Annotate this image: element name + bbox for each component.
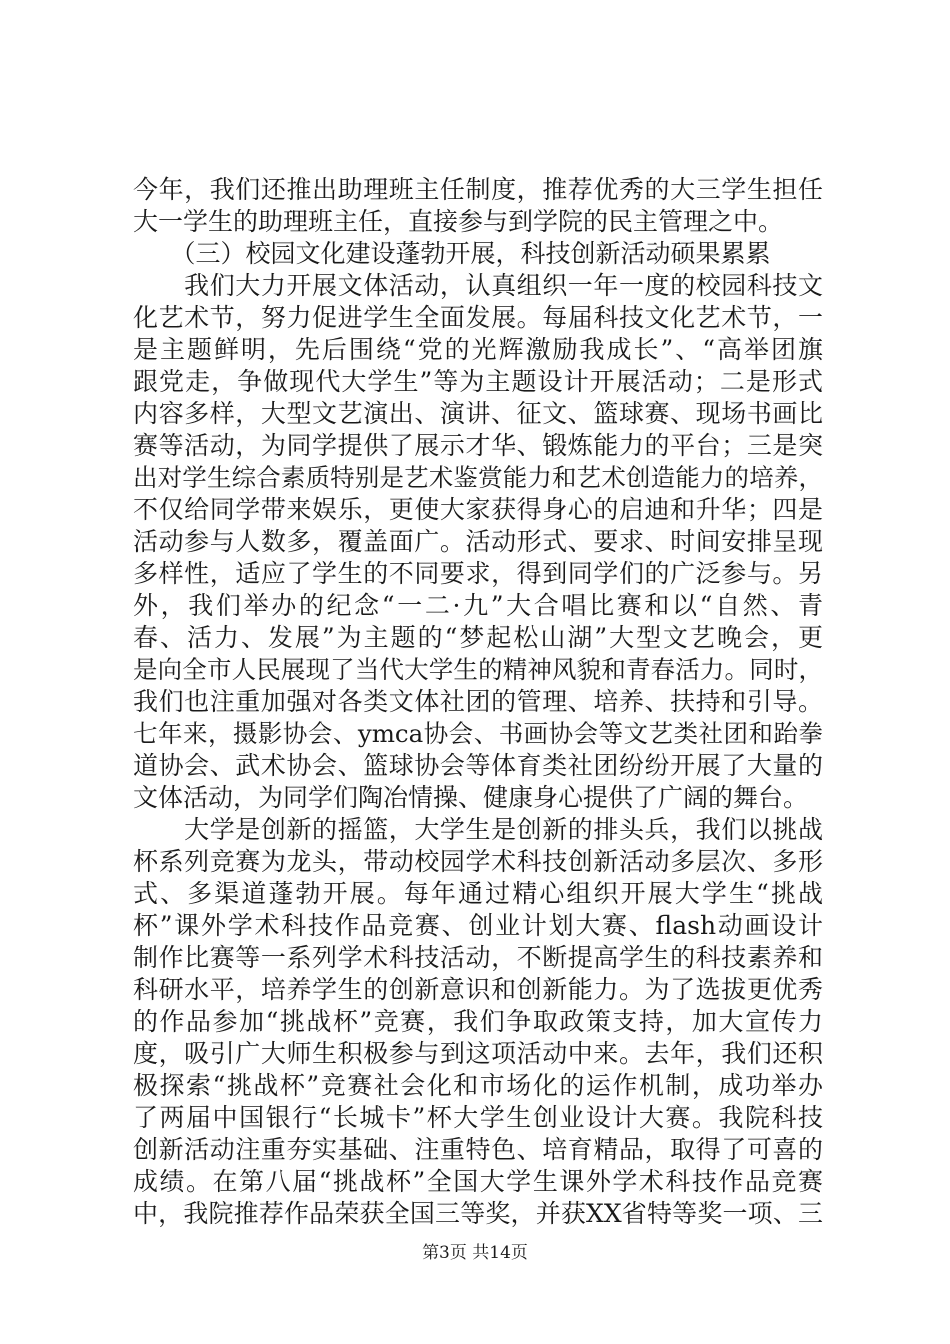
text-line: 不仅给同学带来娱乐，更使大家获得身心的启迪和升华；四是 [133, 495, 823, 524]
text-line: 制作比赛等一系列学术科技活动，不断提高学生的科技素养和 [133, 943, 823, 972]
text-line: 中，我院推荐作品荣获全国三等奖，并获XX省特等奖一项、三 [133, 1199, 823, 1228]
text-line: （三）校园文化建设蓬勃开展，科技创新活动硕果累累 [133, 239, 771, 268]
document-body [133, 174, 823, 1230]
text-line: 内容多样，大型文艺演出、演讲、征文、篮球赛、现场书画比 [133, 399, 823, 428]
text-line: 活动参与人数多，覆盖面广。活动形式、要求、时间安排呈现 [133, 527, 823, 556]
text-line: 度，吸引广大师生积极参与到这项活动中来。去年，我们还积 [133, 1039, 823, 1068]
text-line: 春、活力、发展”为主题的“梦起松山湖”大型文艺晚会，更 [133, 623, 823, 652]
text-line: 的作品参加“挑战杯”竞赛，我们争取政策支持，加大宣传力 [133, 1007, 823, 1036]
text-line: 科研水平，培养学生的创新意识和创新能力。为了选拔更优秀 [133, 975, 823, 1004]
text-line: 外，我们举办的纪念“一二·九”大合唱比赛和以“自然、青 [133, 591, 823, 620]
text-line: 极探索“挑战杯”竞赛社会化和市场化的运作机制，成功举办 [133, 1071, 823, 1100]
text-line: 我们也注重加强对各类文体社团的管理、培养、扶持和引导。 [133, 687, 823, 716]
text-line: 是主题鲜明，先后围绕“党的光辉激励我成长”、“高举团旗 [133, 335, 823, 364]
text-line: 成绩。在第八届“挑战杯”全国大学生课外学术科技作品竞赛 [133, 1167, 823, 1196]
text-line: 式、多渠道蓬勃开展。每年通过精心组织开展大学生“挑战 [133, 879, 823, 908]
text-line: 杯”课外学术科技作品竞赛、创业计划大赛、flash动画设计 [133, 911, 823, 940]
text-line: 道协会、武术协会、篮球协会等体育类社团纷纷开展了大量的 [133, 751, 823, 780]
text-line: 化艺术节，努力促进学生全面发展。每届科技文化艺术节，一 [133, 303, 823, 332]
text-line: 今年，我们还推出助理班主任制度，推荐优秀的大三学生担任 [133, 175, 823, 204]
text-line: 跟党走，争做现代大学生”等为主题设计开展活动；二是形式 [133, 367, 823, 396]
text-line: 大一学生的助理班主任，直接参与到学院的民主管理之中。 [133, 207, 784, 236]
text-line: 出对学生综合素质特别是艺术鉴赏能力和艺术创造能力的培养， [133, 463, 823, 492]
text-line: 我们大力开展文体活动，认真组织一年一度的校园科技文 [133, 271, 823, 300]
text-line: 赛等活动，为同学提供了展示才华、锻炼能力的平台；三是突 [133, 431, 823, 460]
text-line: 大学是创新的摇篮，大学生是创新的排头兵，我们以挑战 [133, 815, 823, 844]
text-line: 七年来，摄影协会、ymca协会、书画协会等文艺类社团和跆拳 [133, 719, 823, 748]
text-line: 多样性，适应了学生的不同要求，得到同学们的广泛参与。另 [133, 559, 823, 588]
text-line: 是向全市人民展现了当代大学生的精神风貌和青春活力。同时， [133, 655, 823, 684]
text-line: 杯系列竞赛为龙头，带动校园学术科技创新活动多层次、多形 [133, 847, 823, 876]
text-line: 了两届中国银行“长城卡”杯大学生创业设计大赛。我院科技 [133, 1103, 823, 1132]
text-line: 文体活动，为同学们陶冶情操、健康身心提供了广阔的舞台。 [133, 783, 809, 812]
text-line: 创新活动注重夯实基础、注重特色、培育精品，取得了可喜的 [133, 1135, 823, 1164]
page-number-footer: 第3页 共14页 [422, 1243, 528, 1263]
